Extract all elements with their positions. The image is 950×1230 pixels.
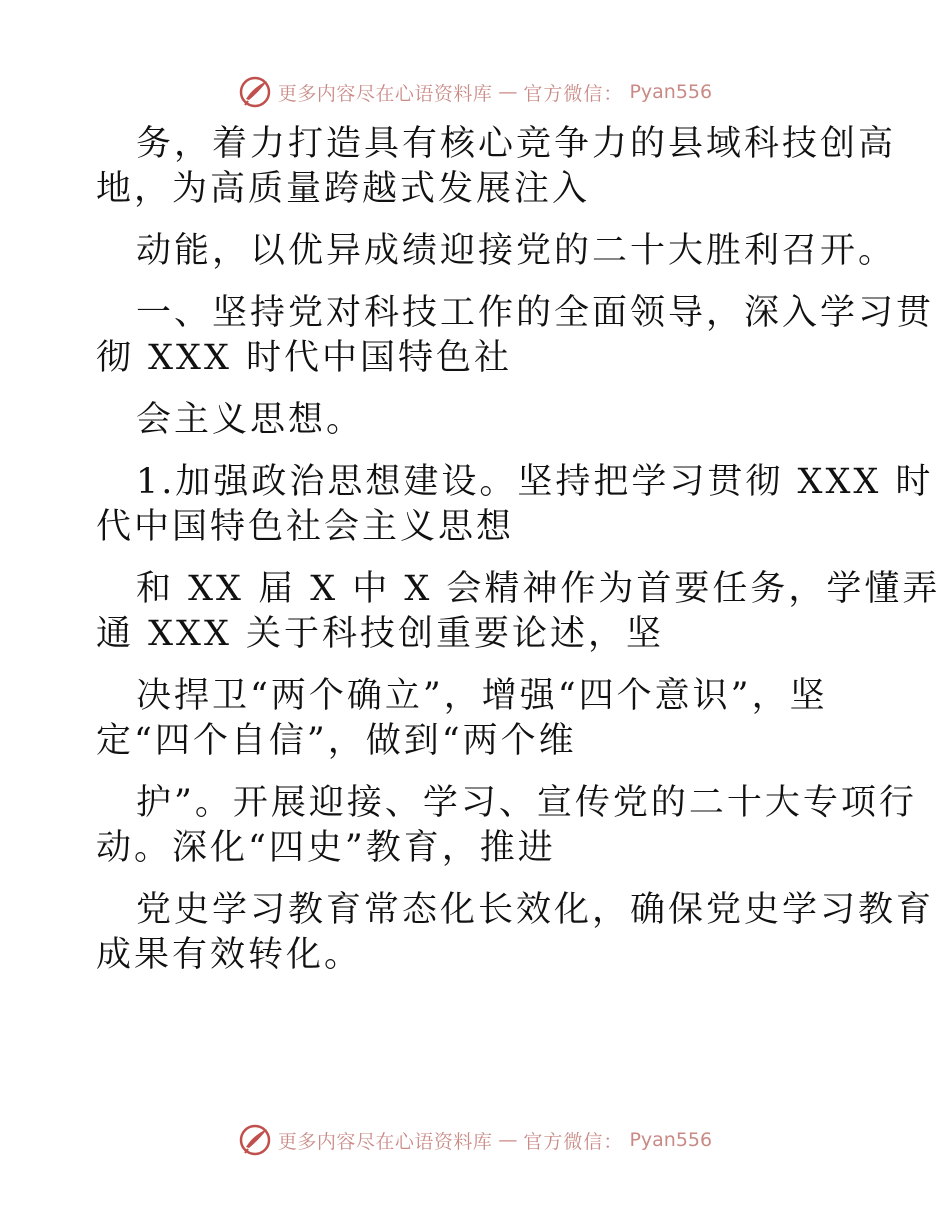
watermark-label: 官方微信： xyxy=(523,1130,624,1153)
watermark-wechat-id: Pyan556 xyxy=(629,81,713,103)
footer-watermark xyxy=(0,1120,950,1160)
body-line: 会主义思想。 xyxy=(136,400,365,440)
body-line: 动能，以优异成绩迎接党的二十大胜利召开。 xyxy=(136,231,897,271)
body-line: 成果有效转化。 xyxy=(96,935,363,975)
body-line: 一、坚持党对科技工作的全面领导，深入学习贯 xyxy=(136,293,935,333)
body-line: 代中国特色社会主义思想 xyxy=(96,507,515,547)
quill-seal-icon xyxy=(238,1123,272,1157)
watermark-label: 官方微信： xyxy=(523,82,624,105)
body-line: 和 XX 届 X 中 X 会精神作为首要任务，学懂弄 xyxy=(136,569,941,609)
body-line: 地，为高质量跨越式发展注入 xyxy=(96,169,591,209)
body-line: 1.加强政治思想建设。坚持把学习贯彻 XXX 时 xyxy=(136,462,934,502)
quill-seal-icon xyxy=(238,75,272,109)
body-line: 务，着力打造具有核心竞争力的县域科技创高 xyxy=(136,124,897,164)
body-line: 通 XXX 关于科技创重要论述，坚 xyxy=(96,614,665,654)
body-line: 动。深化“四史”教育，推进 xyxy=(96,828,556,868)
body-line: 党史学习教育常态化长效化，确保党史学习教育 xyxy=(136,890,935,930)
watermark-text: 更多内容尽在心语资料库 xyxy=(277,82,493,105)
body-line: 彻 XXX 时代中国特色社 xyxy=(96,338,513,378)
document-body xyxy=(96,122,941,995)
body-line: 定“四个自信”，做到“两个维 xyxy=(96,721,577,761)
body-line: 护”。开展迎接、学习、宣传党的二十大专项行 xyxy=(136,783,917,823)
watermark-separator: — xyxy=(498,81,518,103)
watermark-text: 更多内容尽在心语资料库 xyxy=(277,1130,493,1153)
body-line: 决捍卫“两个确立”，增强“四个意识”，坚 xyxy=(136,676,828,716)
header-watermark xyxy=(0,72,950,112)
watermark-wechat-id: Pyan556 xyxy=(629,1129,713,1151)
watermark-separator: — xyxy=(498,1129,518,1151)
